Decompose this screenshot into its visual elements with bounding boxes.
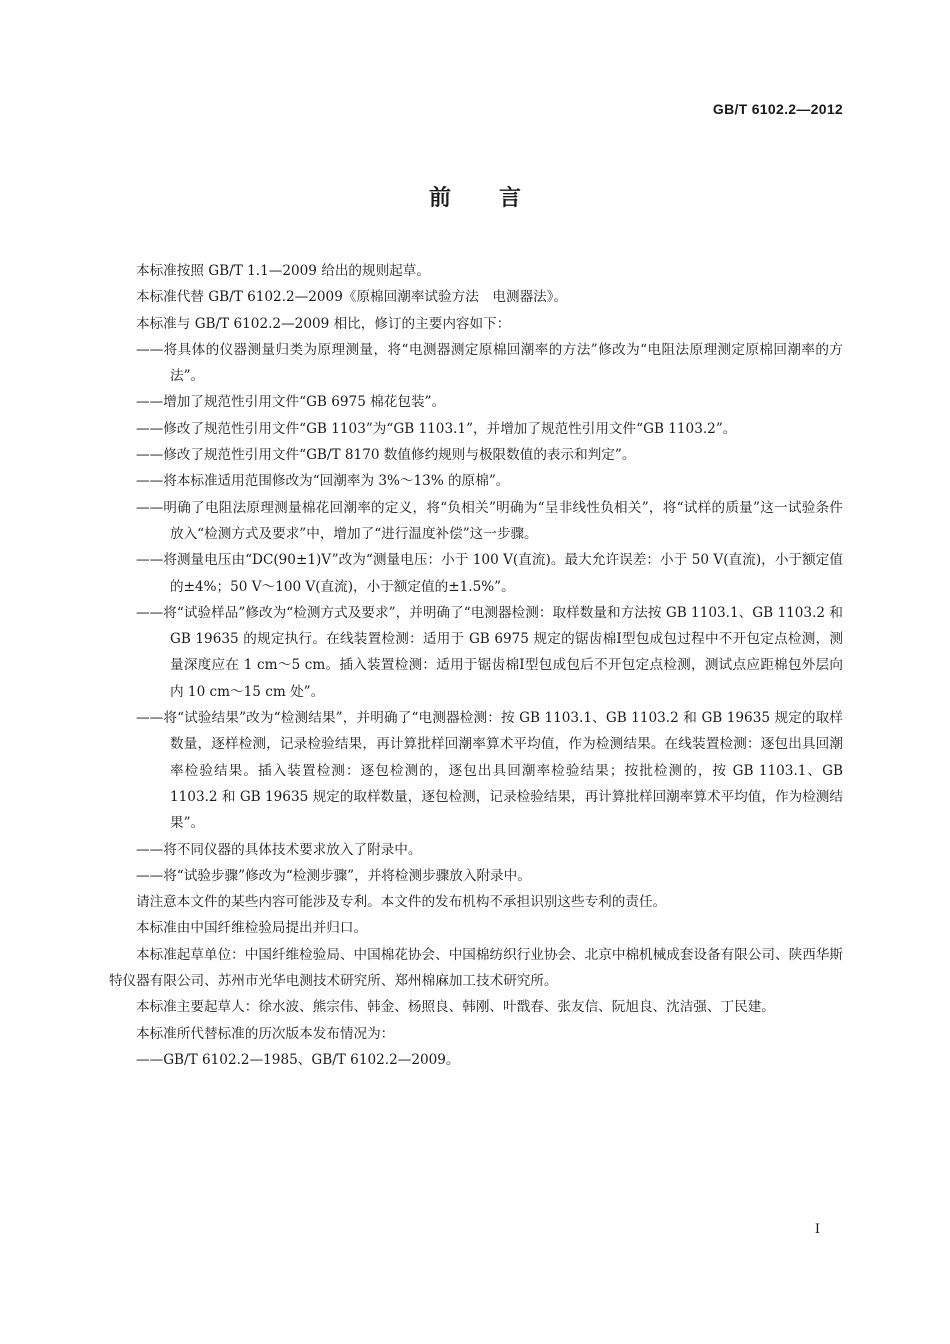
paragraph: 本标准所代替标准的历次版本发布情况为：: [136, 1025, 395, 1042]
list-item: ——将“试验结果”改为“检测结果”，并明确了“电测器检测：按 GB 1103.1、GB 1103.2 和 GB 19635 规定的取样数量，逐样检测，记录检验结果，再计算批样回潮率算术平均值，作为检测结果。在线装置检测：逐包出具回潮率检验结果。插入装置检测：逐包检测的，逐包出具回潮率检验结果；按批检测的，按 GB 1103.1、GB 1103.2 和 GB 19635 规定的取样数量，逐包检测，记录检验结果，再计算批样回潮率算术平均值，作为检测结果”。: [136, 710, 843, 832]
standard-number: GB/T 6102.2—2012: [712, 101, 843, 117]
page-title: 前言: [428, 185, 569, 211]
list-item: ——将不同仪器的具体技术要求放入了附录中。: [136, 841, 422, 858]
list-item: ——增加了规范性引用文件“GB 6975 棉花包装”。: [136, 394, 446, 411]
list-item: ——将“试验步骤”修改为“检测步骤”，并将检测步骤放入附录中。: [136, 867, 531, 884]
paragraph: 本标准由中国纤维检验局提出并归口。: [136, 920, 368, 937]
list-item: ——明确了电阻法原理测量棉花回潮率的定义，将“负相关”明确为“呈非线性负相关”，将“试样的质量”这一试验条件放入“检测方式及要求”中，增加了“进行温度补偿”这一步骤。: [136, 499, 843, 542]
list-item: ——将本标准适用范围修改为“回潮率为 3%～13% 的原棉”。: [136, 473, 510, 490]
list-item: ——GB/T 6102.2—1985、GB/T 6102.2—2009。: [136, 1051, 460, 1068]
page-number: I: [814, 1222, 820, 1237]
paragraph: 本标准与 GB/T 6102.2—2009 相比，修订的主要内容如下：: [136, 315, 511, 332]
paragraph: 本标准按照 GB/T 1.1—2009 给出的规则起草。: [136, 263, 430, 279]
list-item: ——将“试验样品”修改为“检测方式及要求”，并明确了“电测器检测：取样数量和方法按 GB 1103.1、GB 1103.2 和 GB 19635 的规定执行。在线装置检测：适用于 GB 6975 规定的锯齿棉Ⅰ型包成包过程中不开包定点检测，测量深度应在 1 cm～5 cm。插入装置检测：适用于锯齿棉Ⅰ型包成包后不开包定点检测，测试点应距棉包外层向内 10 cm～15 cm 处”。: [136, 604, 843, 700]
paragraph: 本标准主要起草人：徐水波、熊宗伟、韩金、杨照良、韩刚、叶戬春、张友信、阮旭良、沈洁强、丁民建。: [136, 999, 775, 1016]
list-item: ——修改了规范性引用文件“GB 1103”为“GB 1103.1”，并增加了规范性引用文件“GB 1103.2”。: [136, 420, 737, 437]
paragraph: 本标准代替 GB/T 6102.2—2009《原棉回潮率试验方法 电测器法》。: [136, 289, 568, 306]
paragraph: 请注意本文件的某些内容可能涉及专利。本文件的发布机构不承担识别这些专利的责任。: [136, 894, 667, 911]
document-body: [109, 258, 843, 1073]
list-item: ——将具体的仪器测量归类为原理测量，将“电测器测定原棉回潮率的方法”修改为“电阻法原理测定原棉回潮率的方法”。: [136, 341, 843, 385]
paragraph: 本标准起草单位：中国纤维检验局、中国棉花协会、中国棉纺织行业协会、北京中棉机械成套设备有限公司、陕西华斯特仪器有限公司、苏州市光华电测技术研究所、郑州棉麻加工技术研究所。: [109, 946, 843, 990]
list-item: ——将测量电压由“DC(90±1)V”改为“测量电压：小于 100 V(直流)。最大允许误差：小于 50 V(直流)，小于额定值的±4%；50 V～100 V(直流)，小于额定值的±1.5%”。: [136, 552, 843, 595]
list-item: ——修改了规范性引用文件“GB/T 8170 数值修约规则与极限数值的表示和判定”。: [136, 447, 636, 464]
